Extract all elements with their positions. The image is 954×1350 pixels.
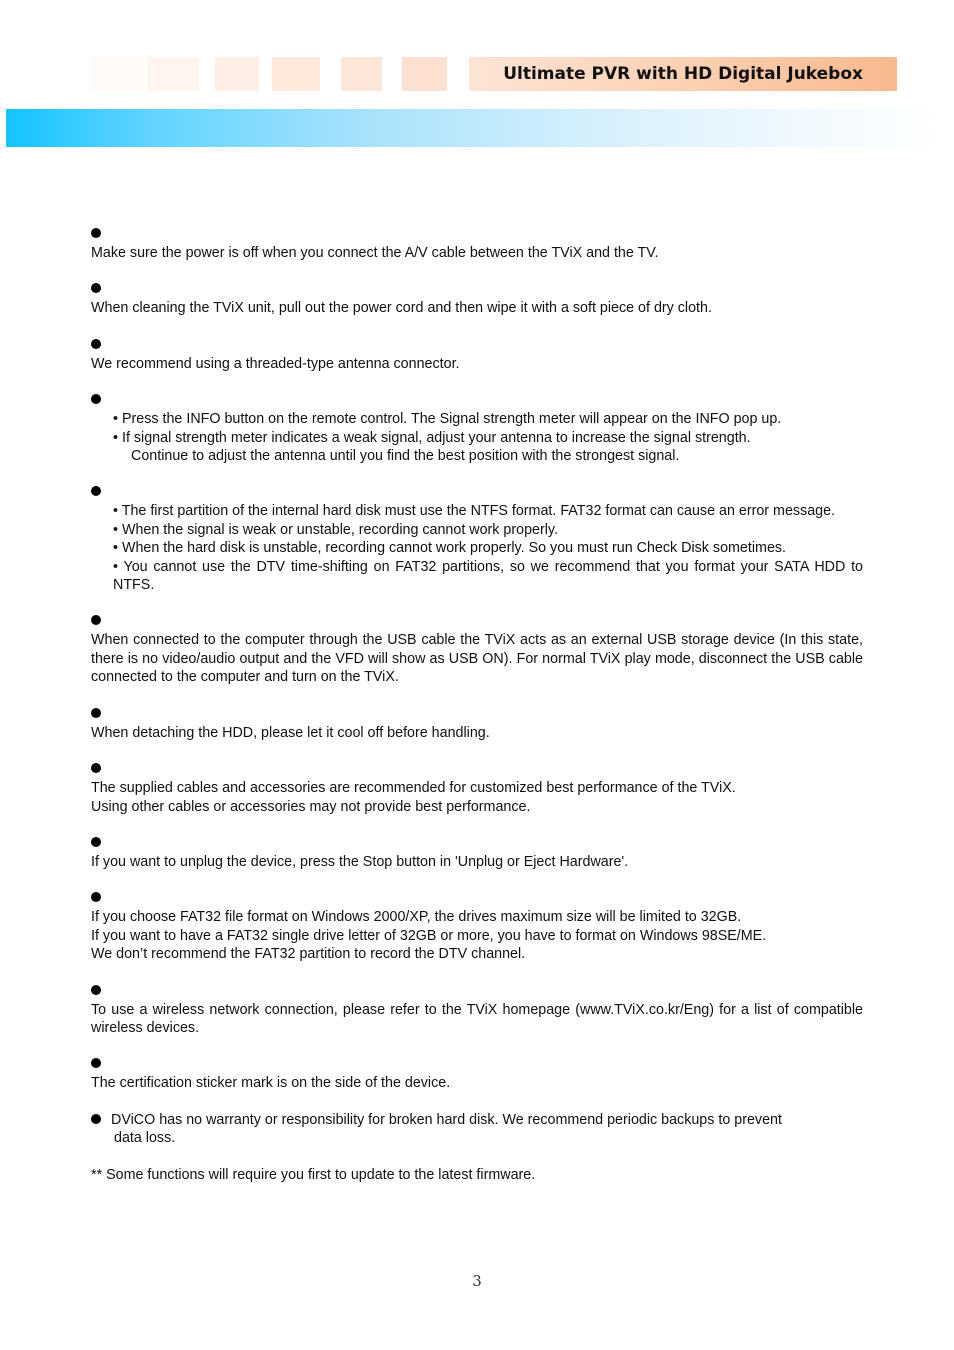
notice-section bbox=[91, 705, 863, 742]
notice-section bbox=[91, 834, 863, 871]
notice-text: The supplied cables and accessories are recommended for customized best performance of the TViX. bbox=[91, 780, 736, 797]
notice-subitem-continuation: Continue to adjust the antenna until you find the best position with the strongest signal. bbox=[131, 448, 680, 465]
notice-section bbox=[91, 612, 863, 686]
header-deco-block-5 bbox=[341, 57, 382, 91]
header-deco-block-4 bbox=[272, 57, 320, 91]
header-deco-block-6 bbox=[402, 57, 447, 91]
bullet-dot-icon bbox=[91, 1058, 101, 1068]
notice-section bbox=[91, 982, 863, 1038]
header-title: Ultimate PVR with HD Digital Jukebox bbox=[503, 64, 863, 84]
bullet-dot-icon bbox=[91, 985, 101, 995]
notice-list bbox=[91, 225, 863, 1184]
bullet-dot-icon bbox=[91, 486, 101, 496]
bullet-dot-icon bbox=[91, 228, 101, 238]
header-title-box bbox=[469, 57, 897, 91]
bullet-dot-icon bbox=[91, 763, 101, 773]
bullet-dot-icon bbox=[91, 708, 101, 718]
notice-text: To use a wireless network connection, please refer to the TViX homepage (www.TViX.co.kr/Eng) for a list of compatible wireless devices. bbox=[91, 1001, 863, 1036]
notice-text: We recommend using a threaded-type antenna connector. bbox=[91, 355, 460, 372]
header-deco-block-3 bbox=[215, 57, 259, 91]
bullet-dot-icon bbox=[91, 283, 101, 293]
notice-subitem: • Press the INFO button on the remote control. The Signal strength meter will appear on the INFO pop up. bbox=[113, 411, 782, 428]
notice-text: If you want to unplug the device, press the Stop button in 'Unplug or Eject Hardware'. bbox=[91, 853, 629, 870]
notice-text: If you choose FAT32 file format on Windows 2000/XP, the drives maximum size will be limited to 32GB. bbox=[91, 909, 742, 926]
notice-text: When cleaning the TViX unit, pull out the power cord and then wipe it with a soft piece of dry cloth. bbox=[91, 300, 712, 317]
notice-text: The certification sticker mark is on the side of the device. bbox=[91, 1075, 451, 1092]
warranty-text: DViCO has no warranty or responsibility for broken hard disk. We recommend periodic backups to prevent bbox=[111, 1111, 782, 1128]
notice-section bbox=[91, 760, 863, 816]
notice-subitem: • When the signal is weak or unstable, recording cannot work properly. bbox=[113, 521, 558, 538]
bullet-dot-icon bbox=[91, 892, 101, 902]
bullet-dot-icon bbox=[91, 1114, 101, 1124]
notice-text: When connected to the computer through the USB cable the TViX acts as an external USB storage device (In this state, there is no video/audio output and the VFD will show as USB ON). For normal TViX play mode, disconnect the USB cable connected to the computer and turn on the TViX. bbox=[91, 632, 863, 686]
footnote: ** Some functions will require you first to update to the latest firmware. bbox=[91, 1166, 536, 1183]
notice-text: Make sure the power is off when you connect the A/V cable between the TViX and the TV. bbox=[91, 245, 659, 261]
notice-text: Using other cables or accessories may not provide best performance. bbox=[91, 798, 531, 815]
notice-section bbox=[91, 889, 863, 963]
bullet-dot-icon bbox=[91, 837, 101, 847]
notice-subitem: • You cannot use the DTV time-shifting on FAT32 partitions, so we recommend that you format your SATA HDD to NTFS. bbox=[113, 558, 863, 594]
warranty-text-continuation: data loss. bbox=[114, 1130, 176, 1147]
notice-text: We don’t recommend the FAT32 partition to record the DTV channel. bbox=[91, 946, 526, 963]
header-deco-block-2 bbox=[147, 57, 199, 91]
notice-section bbox=[91, 483, 863, 594]
notice-text: If you want to have a FAT32 single drive letter of 32GB or more, you have to format on Windows 98SE/ME. bbox=[91, 927, 767, 944]
warranty-notice bbox=[91, 1111, 863, 1148]
notice-section bbox=[91, 1055, 863, 1092]
notice-subitem: • If signal strength meter indicates a weak signal, adjust your antenna to increase the signal strength. bbox=[113, 429, 751, 446]
notice-section bbox=[91, 391, 863, 465]
bullet-dot-icon bbox=[91, 339, 101, 349]
bullet-dot-icon bbox=[91, 615, 101, 625]
notice-text: When detaching the HDD, please let it cool off before handling. bbox=[91, 724, 490, 741]
bullet-dot-icon bbox=[91, 394, 101, 404]
notice-section bbox=[91, 280, 863, 317]
header-deco-block-1 bbox=[91, 57, 143, 91]
notice-subitem: • The first partition of the internal hard disk must use the NTFS format. FAT32 format can cause an error message. bbox=[113, 503, 836, 520]
notice-section bbox=[91, 225, 863, 262]
notice-subitem: • When the hard disk is unstable, recording cannot work properly. So you must run Check Disk sometimes. bbox=[113, 540, 787, 557]
notice-section bbox=[91, 336, 863, 373]
page-number: 3 bbox=[472, 1272, 482, 1290]
header-gradient-bar bbox=[6, 109, 940, 147]
